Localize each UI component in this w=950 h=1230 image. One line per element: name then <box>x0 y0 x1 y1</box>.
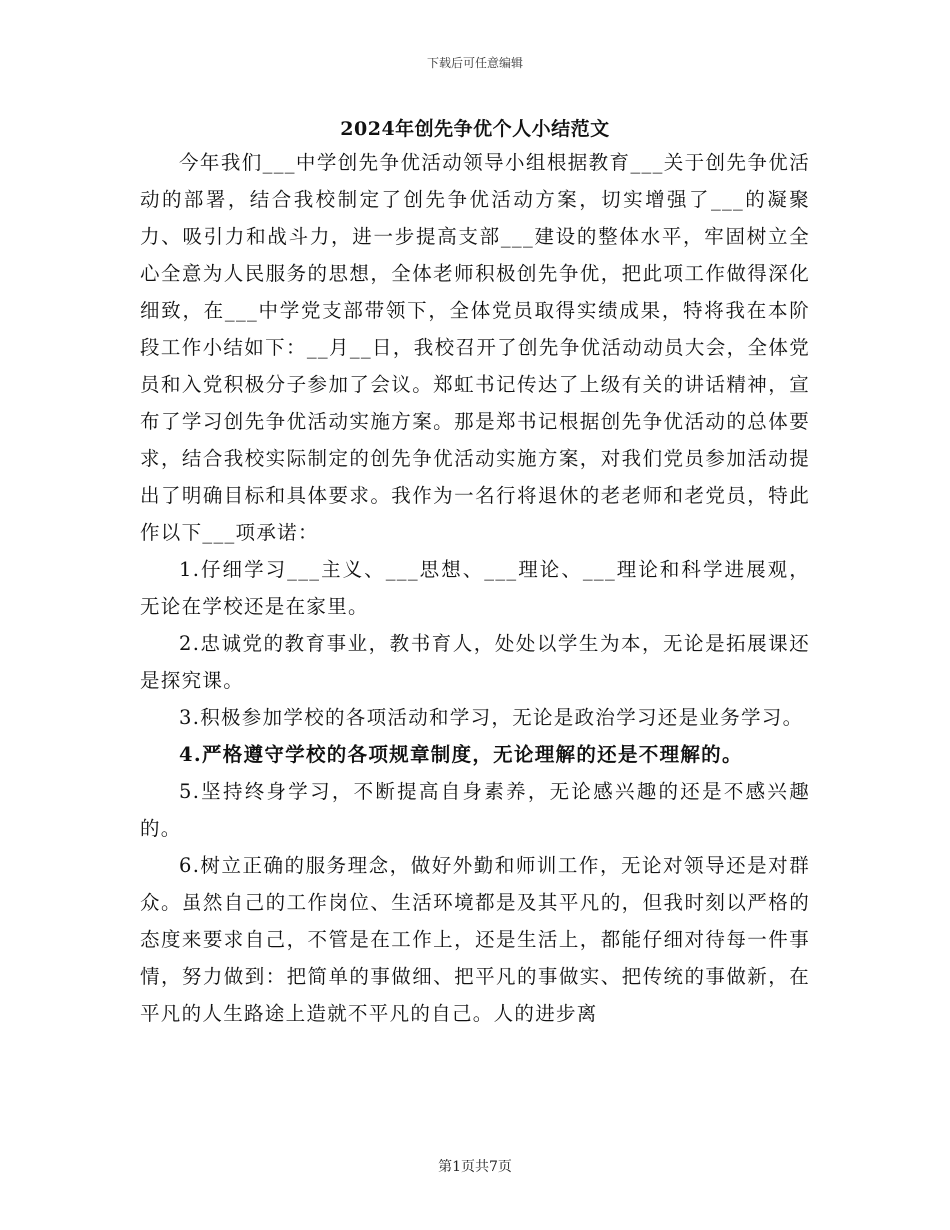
page-number: 第1页共7页 <box>438 1159 512 1175</box>
commitment-item-1: 1.仔细学习___主义、___思想、___理论、___理论和科学进展观，无论在学校还是在家里。 <box>140 558 810 618</box>
document-body <box>140 144 810 1032</box>
page-header-note: 下载后可任意编辑 <box>426 56 523 70</box>
commitment-item-6: 6.树立正确的服务理念，做好外勤和师训工作，无论对领导还是对群众。虽然自己的工作岗位、生活环境都是及其平凡的，但我时刻以严格的态度来要求自己，不管是在工作上，还是生活上，都能仔细对待每一件事情，努力做到：把简单的事做细、把平凡的事做实、把传统的事做新，在平凡的人生路途上造就不平凡的自己。人的进步离 <box>140 854 810 1025</box>
commitment-item-4: 4.严格遵守学校的各项规章制度，无论理解的还是不理解的。 <box>179 743 743 766</box>
intro-paragraph: 今年我们___中学创先争优活动领导小组根据教育___关于创先争优活动的部署，结合我校制定了创先争优活动方案，切实增强了___的凝聚力、吸引力和战斗力，进一步提高支部___建设的整体水平，牢固树立全心全意为人民服务的思想，全体老师积极创先争优，把此项工作做得深化细致，在___中学党支部带领下，全体党员取得实绩成果，特将我在本阶段工作小结如下：__月__日，我校召开了创先争优活动动员大会，全体党员和入党积极分子参加了会议。郑虹书记传达了上级有关的讲话精神，宣布了学习创先争优活动实施方案。那是郑书记根据创先争优活动的总体要求，结合我校实际制定的创先争优活动实施方案，对我们党员参加活动提出了明确目标和具体要求。我作为一名行将退休的老老师和老党员，特此作以下___项承诺： <box>140 151 810 544</box>
commitment-item-2: 2.忠诚党的教育事业，教书育人，处处以学生为本，无论是拓展课还是探究课。 <box>140 632 810 692</box>
commitment-item-3: 3.积极参加学校的各项活动和学习，无论是政治学习还是业务学习。 <box>179 706 804 729</box>
commitment-item-5: 5.坚持终身学习，不断提高自身素养，无论感兴趣的还是不感兴趣的。 <box>140 780 810 840</box>
document-title: 2024年创先争优个人小结范文 <box>340 118 610 140</box>
